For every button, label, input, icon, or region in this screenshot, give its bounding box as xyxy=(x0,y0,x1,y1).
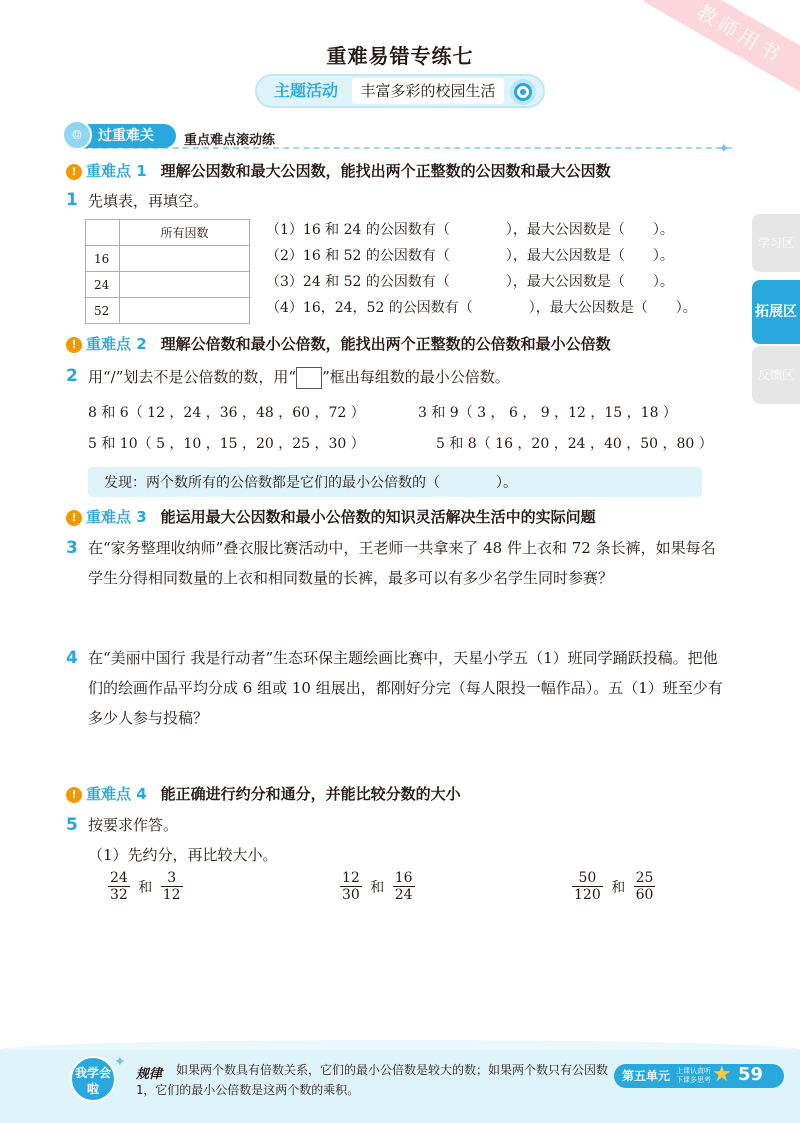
rule-text: 如果两个数具有倍数关系，它们的最小公倍数是较大的数；如果两个数只有公因数 1，它们的最小公倍数是这两个数的乘积。 xyxy=(136,1063,609,1097)
fraction-pair: $\frac{50}{120}$ 和 $\frac{25}{60}$ xyxy=(574,870,654,903)
question-text: 用“/”划去不是公倍数的数，用“ ”框出每组数的最小公倍数。 xyxy=(88,362,728,392)
unit-label: 第五单元 xyxy=(614,1064,784,1088)
theme-label: 主题活动 xyxy=(273,81,338,100)
bulb-icon: ! xyxy=(66,510,82,526)
fill-blank: （3）24 和 52 的公因数有（ ），最大公因数是（ ）。 xyxy=(266,274,674,290)
section-subtitle: 重点难点滚动练 xyxy=(184,133,276,148)
key-point-text: 能运用最大公因数和最小公倍数的知识灵活解决生活中的实际问题 xyxy=(160,508,596,526)
star-icon: ✦ xyxy=(718,141,730,157)
bulb-icon: ! xyxy=(66,787,82,803)
key-point-1 xyxy=(66,160,611,181)
sub-question: （1）先约分，再比较大小。 xyxy=(88,846,278,864)
key-point-text: 理解公倍数和最小公倍数，能找出两个正整数的公倍数和最小公倍数 xyxy=(160,335,611,353)
star-icon: ✦ xyxy=(114,1054,126,1070)
question-text: 在“家务整理收纳师”叠衣服比赛活动中，王老师一共拿来了 48 件上衣和 72 条长裤，如果每名学生分得相同数量的上衣和相同数量的长裤，最多可以有多少名学生同时参赛？ xyxy=(88,539,716,587)
key-point-text: 能正确进行约分和通分，并能比较分数的大小 xyxy=(160,785,461,803)
key-point-label: 重难点 2 xyxy=(86,335,147,353)
bulb-icon: ! xyxy=(66,337,82,353)
fraction: $\frac{50}{120}$ xyxy=(574,870,601,903)
question-number: 4 xyxy=(66,648,78,668)
tab-extension[interactable]: 拓展区 xyxy=(752,280,800,344)
fraction: $\frac{24}{32}$ xyxy=(110,870,128,903)
table-header: 所有因数 xyxy=(120,220,250,246)
table-cell: 52 xyxy=(86,298,120,324)
table-cell: 24 xyxy=(86,272,120,298)
table-row xyxy=(86,272,250,298)
key-point-label: 重难点 3 xyxy=(86,508,147,526)
table-cell: 16 xyxy=(86,246,120,272)
number-group: 5 和 8（ 16 ，20 ，24 ，40 ，50 ，80 ） xyxy=(436,436,713,452)
table-row xyxy=(86,246,250,272)
page-number: 59 xyxy=(738,1064,764,1085)
question-number: 1 xyxy=(66,190,78,210)
fill-blank: （1）16 和 24 的公因数有（ ），最大公因数是（ ）。 xyxy=(266,222,674,238)
question-text: 在“美丽中国行 我是行动者”生态环保主题绘画比赛中，天星小学五（1）班同学踊跃投稿。把他们的绘画作品平均分成 6 组或 10 组展出，都刚好分完（每人限投一幅作品）。五（1）班至少有多少人参与投稿？ xyxy=(88,649,723,727)
question-number: 5 xyxy=(66,815,78,835)
key-point-2 xyxy=(66,333,611,354)
number-group: 3 和 9（ 3 ， 6 ， 9 ，12 ，15 ，18 ） xyxy=(418,405,677,421)
question-number: 3 xyxy=(66,538,78,558)
key-point-text: 理解公因数和最大公因数，能找出两个正整数的公因数和最大公因数 xyxy=(160,162,611,180)
discovery-text: 发现：两个数所有的公倍数都是它们的最小公倍数的（ ）。 xyxy=(104,475,517,491)
box-symbol xyxy=(296,367,322,389)
key-point-label: 重难点 4 xyxy=(86,785,147,803)
rule-label: 规律 xyxy=(136,1067,163,1082)
number-group: 5 和 10（ 5 ，10 ，15 ，20 ，25 ，30 ） xyxy=(88,436,365,452)
key-point-4 xyxy=(66,783,461,804)
fraction: $\frac{16}{24}$ xyxy=(394,870,413,903)
fraction-pair: $\frac{24}{32}$ 和 $\frac{3}{12}$ xyxy=(110,870,181,903)
section-badge: 过重难关 xyxy=(68,124,176,148)
mascot-icon: ☺ xyxy=(62,120,92,150)
fill-blank: （2）16 和 52 的公因数有（ ），最大公因数是（ ）。 xyxy=(266,248,674,264)
fraction-pair: $\frac{12}{30}$ 和 $\frac{16}{24}$ xyxy=(342,870,413,903)
question-number: 2 xyxy=(66,366,78,386)
number-group: 8 和 6（ 12 ，24 ，36 ，48 ，60 ，72 ） xyxy=(88,405,365,421)
answer-cell[interactable] xyxy=(120,246,250,272)
theme-text: 丰富多彩的校园生活 xyxy=(352,78,504,104)
tab-study[interactable]: 学习区 xyxy=(752,214,800,272)
table-row xyxy=(86,220,250,246)
key-point-label: 重难点 1 xyxy=(86,162,147,180)
table-row xyxy=(86,298,250,324)
fraction: $\frac{25}{60}$ xyxy=(635,870,654,903)
factor-table xyxy=(85,219,250,324)
target-icon xyxy=(510,79,536,105)
we-learn-badge: 我学会啦 xyxy=(70,1056,116,1102)
question-text: 先填表，再填空。 xyxy=(88,192,209,210)
corner-ribbon: 教师用书 xyxy=(643,0,800,101)
unit-slogan: 上课认真听 下课多思考 xyxy=(676,1067,711,1084)
answer-cell[interactable] xyxy=(120,298,250,324)
tab-feedback[interactable]: 反馈区 xyxy=(752,346,800,404)
page-title: 重难易错专练七 xyxy=(326,44,474,68)
fraction: $\frac{12}{30}$ xyxy=(342,870,360,903)
fill-blank: （4）16，24，52 的公因数有（ ），最大公因数是（ ）。 xyxy=(266,300,697,316)
star-mascot-icon: ★ xyxy=(712,1062,732,1087)
answer-cell[interactable] xyxy=(120,272,250,298)
bulb-icon: ! xyxy=(66,164,82,180)
fraction: $\frac{3}{12}$ xyxy=(162,870,181,903)
key-point-3 xyxy=(66,506,596,527)
question-text: 按要求作答。 xyxy=(88,816,179,834)
